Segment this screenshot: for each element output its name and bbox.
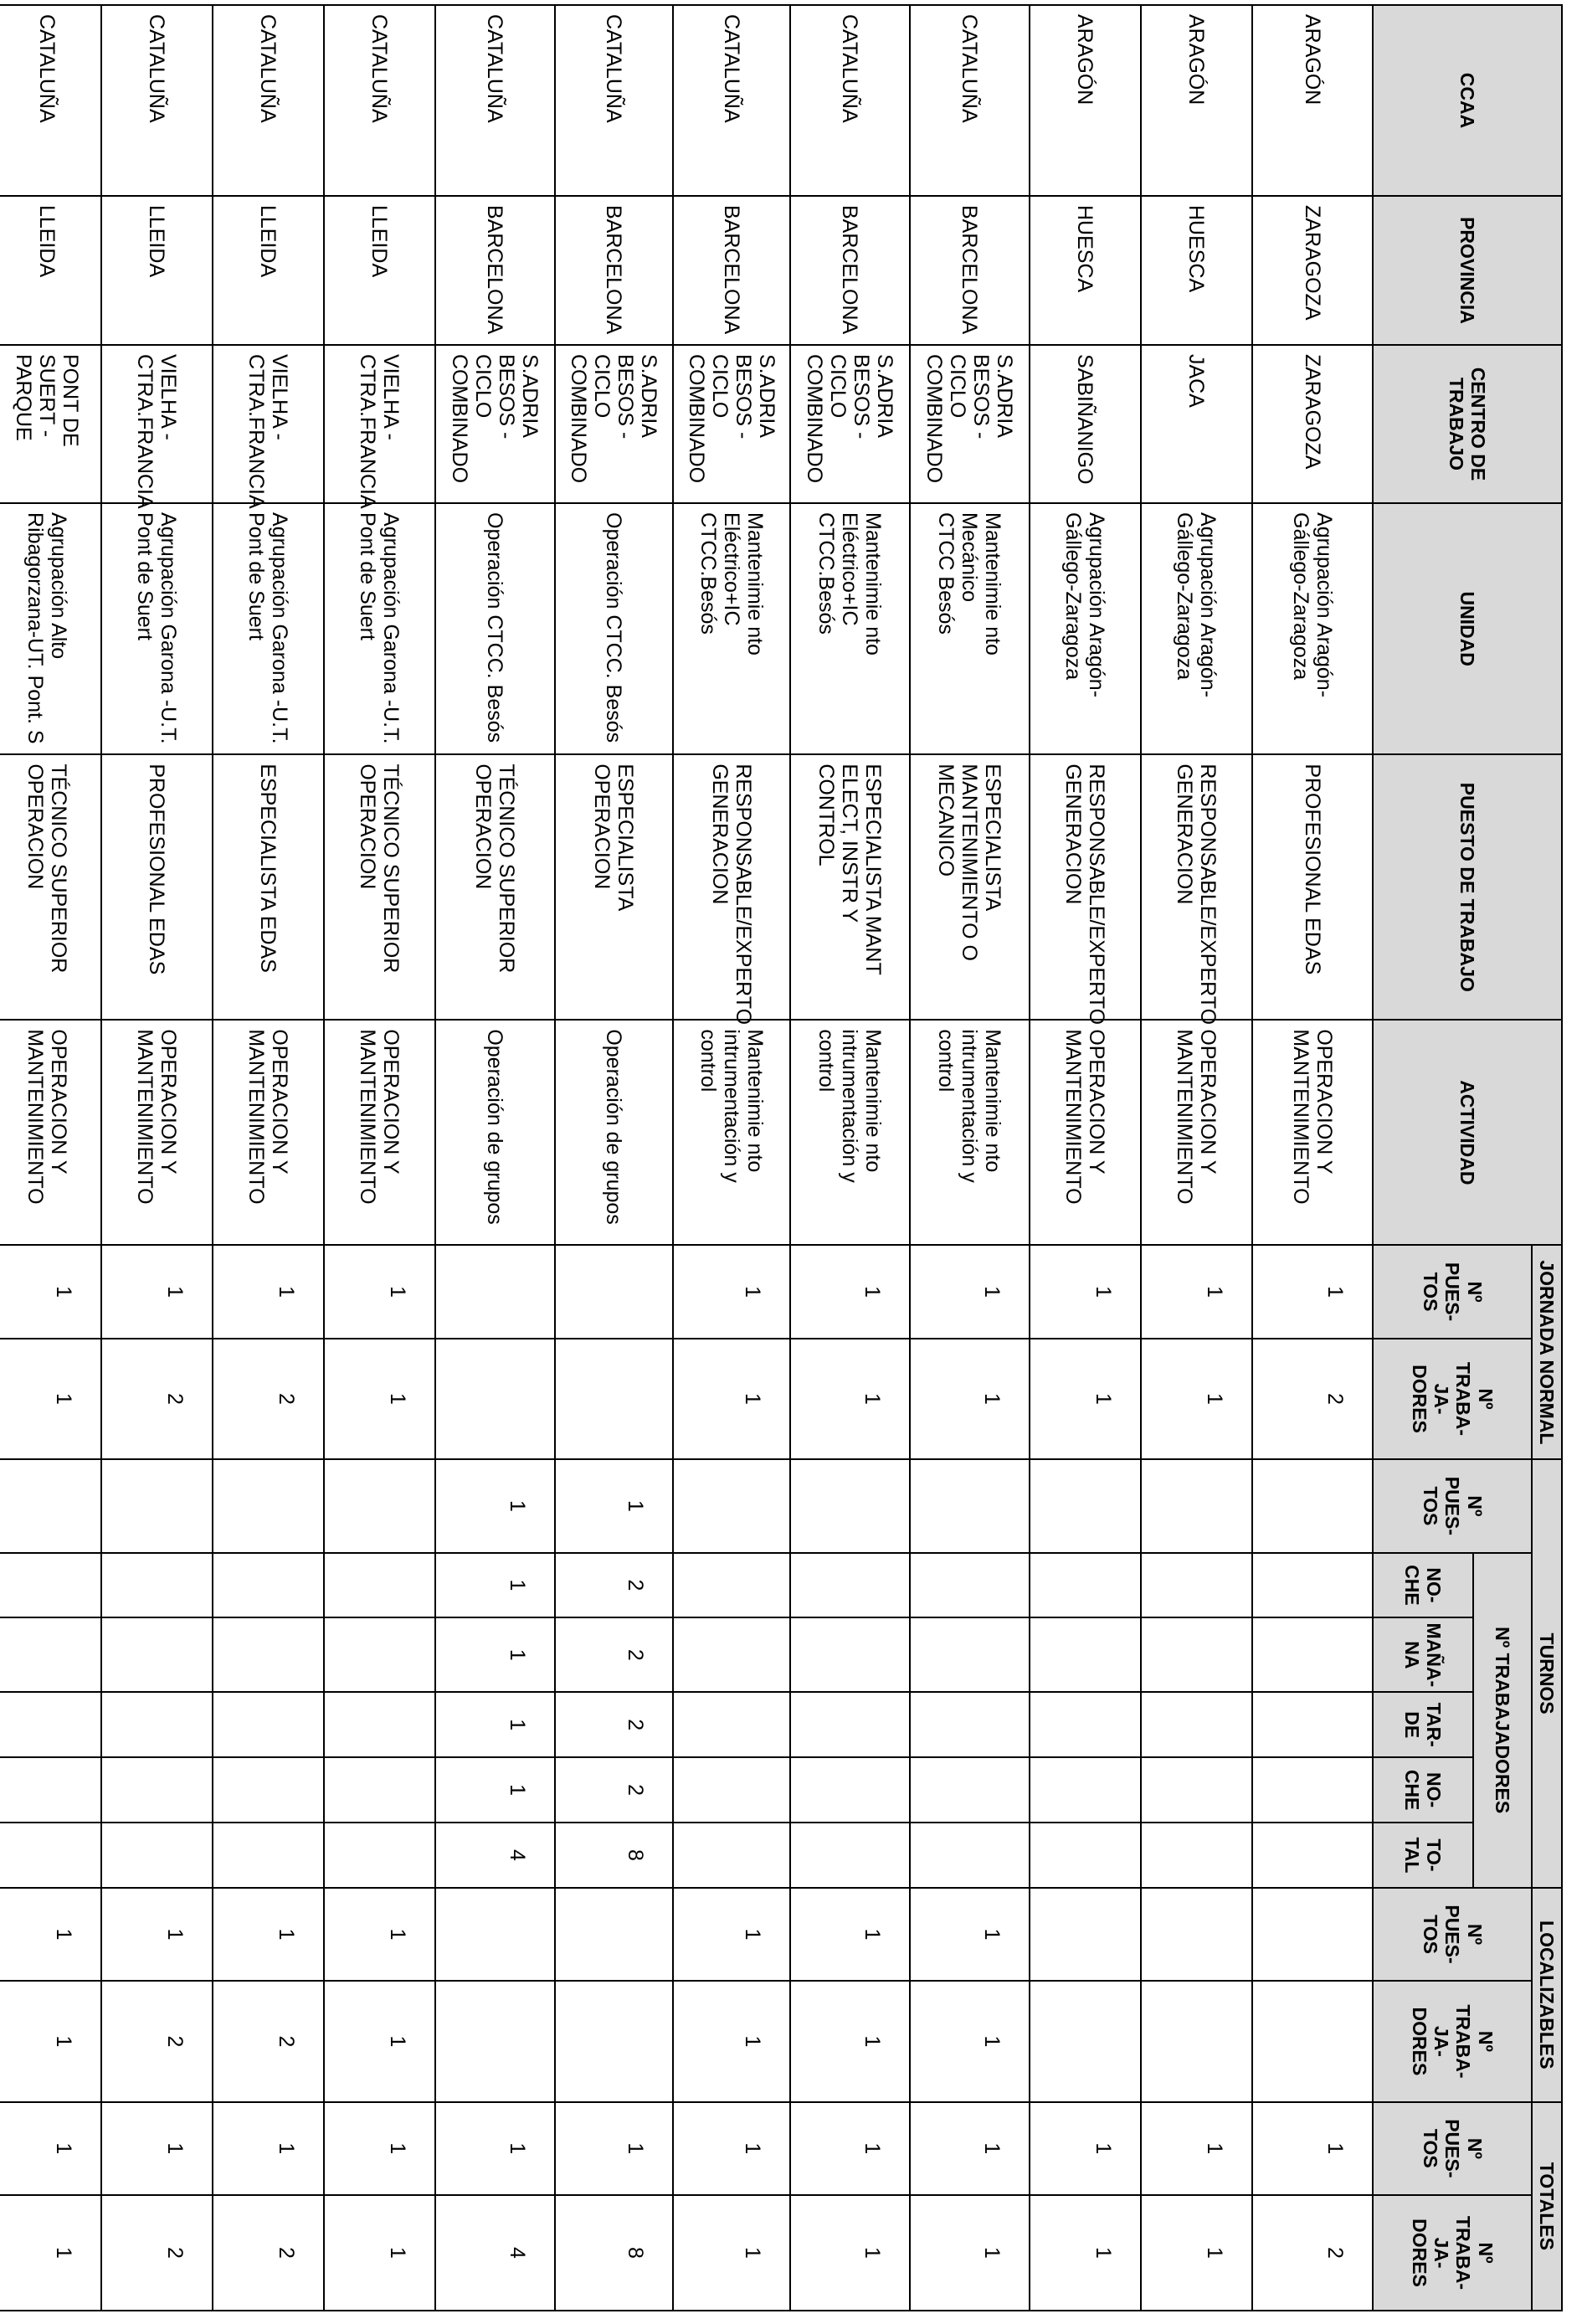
- cell-unidad: Agrupación Aragón- Gállego-Zaragoza: [1141, 503, 1252, 754]
- cell-t-noche: [790, 1553, 910, 1618]
- cell-centro: S.ADRIA BESOS - CICLO COMBINADO: [790, 345, 910, 503]
- cell-t-puestos: [213, 1459, 324, 1552]
- cell-actividad: Mantenimie nto intrumentación y control: [910, 1020, 1030, 1245]
- cell-t-manana: 2: [555, 1617, 673, 1692]
- cell-t-manana: [0, 1617, 101, 1692]
- cell-unidad: Agrupación Garona -U.T. Pont de Suert: [324, 503, 435, 754]
- cell-t-manana: [790, 1617, 910, 1692]
- cell-t-noche: 1: [435, 1553, 555, 1618]
- cell-tot-trab: 2: [213, 2195, 324, 2311]
- cell-t-tarde: [101, 1692, 213, 1757]
- cell-t-manana: [910, 1617, 1030, 1692]
- header-jn-puestos: Nº PUES- TOS: [1373, 1245, 1532, 1338]
- cell-jn-puestos: [435, 1245, 555, 1338]
- header-turnos-puestos: Nº PUES- TOS: [1373, 1459, 1532, 1552]
- cell-l-trab: [435, 1981, 555, 2102]
- cell-ccaa: CATALUÑA: [324, 5, 435, 196]
- cell-tot-trab: 1: [1030, 2195, 1141, 2311]
- cell-jn-puestos: [555, 1245, 673, 1338]
- cell-centro: SABIÑANIGO: [1030, 345, 1141, 503]
- cell-tot-puestos: 1: [910, 2102, 1030, 2195]
- cell-t-noche2: 1: [435, 1757, 555, 1823]
- cell-t-tarde: [910, 1692, 1030, 1757]
- cell-puesto: TÉCNICO SUPERIOR OPERACION: [0, 754, 101, 1020]
- cell-t-puestos: [324, 1459, 435, 1552]
- cell-ccaa: CATALUÑA: [435, 5, 555, 196]
- cell-tot-trab: 1: [910, 2195, 1030, 2311]
- cell-tot-puestos: 1: [1252, 2102, 1373, 2195]
- cell-t-tarde: [324, 1692, 435, 1757]
- cell-t-puestos: [1141, 1459, 1252, 1552]
- cell-ccaa: ARAGÓN: [1141, 5, 1252, 196]
- cell-unidad: Agrupación Garona -U.T. Pont de Suert: [213, 503, 324, 754]
- header-loc-puestos: Nº PUES- TOS: [1373, 1888, 1532, 1981]
- cell-provincia: LLEIDA: [213, 196, 324, 345]
- cell-ccaa: ARAGÓN: [1030, 5, 1141, 196]
- cell-jn-puestos: 1: [673, 1245, 790, 1338]
- cell-l-puestos: 1: [213, 1888, 324, 1981]
- cell-t-noche2: [673, 1757, 790, 1823]
- table-row: [673, 5, 790, 2311]
- header-centro: CENTRO DE TRABAJO: [1373, 345, 1562, 503]
- cell-tot-trab: 1: [0, 2195, 101, 2311]
- cell-jn-puestos: 1: [213, 1245, 324, 1338]
- cell-t-noche: [1252, 1553, 1373, 1618]
- cell-unidad: Agrupación Aragón- Gállego-Zaragoza: [1252, 503, 1373, 754]
- cell-jn-puestos: 1: [1141, 1245, 1252, 1338]
- cell-puesto: RESPONSABLE/EXPERTO GENERACION: [1030, 754, 1141, 1020]
- cell-provincia: HUESCA: [1030, 196, 1141, 345]
- cell-t-puestos: [101, 1459, 213, 1552]
- cell-t-manana: [324, 1617, 435, 1692]
- cell-l-puestos: [1141, 1888, 1252, 1981]
- cell-t-noche2: [324, 1757, 435, 1823]
- cell-t-total: [1252, 1823, 1373, 1888]
- cell-l-puestos: 1: [790, 1888, 910, 1981]
- cell-puesto: RESPONSABLE/EXPERTO GENERACION: [1141, 754, 1252, 1020]
- cell-t-manana: 1: [435, 1617, 555, 1692]
- cell-jn-puestos: 1: [1252, 1245, 1373, 1338]
- cell-l-trab: 1: [0, 1981, 101, 2102]
- cell-tot-trab: 2: [1252, 2195, 1373, 2311]
- cell-t-puestos: [673, 1459, 790, 1552]
- header-tot-trabajadores: Nº TRABA- JA- DORES: [1373, 2195, 1532, 2311]
- cell-puesto: TÉCNICO SUPERIOR OPERACION: [324, 754, 435, 1020]
- cell-t-puestos: [790, 1459, 910, 1552]
- cell-centro: VIELHA - CTRA.FRANCIA: [213, 345, 324, 503]
- cell-jn-trab: 1: [1141, 1339, 1252, 1460]
- cell-centro: VIELHA - CTRA.FRANCIA: [324, 345, 435, 503]
- cell-l-puestos: 1: [101, 1888, 213, 1981]
- cell-t-manana: [1141, 1617, 1252, 1692]
- cell-ccaa: CATALUÑA: [673, 5, 790, 196]
- cell-jn-trab: 1: [324, 1339, 435, 1460]
- cell-t-total: [790, 1823, 910, 1888]
- cell-provincia: BARCELONA: [673, 196, 790, 345]
- header-actividad: ACTIVIDAD: [1373, 1020, 1562, 1245]
- cell-t-total: 4: [435, 1823, 555, 1888]
- cell-jn-puestos: 1: [0, 1245, 101, 1338]
- cell-jn-trab: 1: [673, 1339, 790, 1460]
- cell-t-total: [101, 1823, 213, 1888]
- cell-t-manana: [1252, 1617, 1373, 1692]
- cell-tot-puestos: 1: [324, 2102, 435, 2195]
- cell-unidad: Agrupación Aragón- Gállego-Zaragoza: [1030, 503, 1141, 754]
- header-n-trabajadores: Nº TRABAJADORES: [1473, 1553, 1532, 1888]
- cell-t-tarde: [1141, 1692, 1252, 1757]
- cell-actividad: OPERACION Y MANTENIMIENTO: [213, 1020, 324, 1245]
- header-provincia: PROVINCIA: [1373, 196, 1562, 345]
- cell-jn-trab: [555, 1339, 673, 1460]
- header-jornada-normal: JORNADA NORMAL: [1532, 1245, 1562, 1459]
- cell-t-noche2: [790, 1757, 910, 1823]
- cell-provincia: LLEIDA: [101, 196, 213, 345]
- cell-puesto: PROFESIONAL EDAS: [1252, 754, 1373, 1020]
- cell-actividad: OPERACION Y MANTENIMIENTO: [324, 1020, 435, 1245]
- cell-unidad: Mantenimie nto Eléctrico+IC CTCC.Besós: [790, 503, 910, 754]
- cell-jn-trab: 1: [790, 1339, 910, 1460]
- cell-l-trab: 1: [324, 1981, 435, 2102]
- cell-t-noche2: [101, 1757, 213, 1823]
- cell-t-tarde: [213, 1692, 324, 1757]
- cell-jn-puestos: 1: [910, 1245, 1030, 1338]
- cell-t-tarde: [673, 1692, 790, 1757]
- cell-jn-trab: 1: [910, 1339, 1030, 1460]
- cell-l-trab: [1030, 1981, 1141, 2102]
- cell-tot-trab: 4: [435, 2195, 555, 2311]
- cell-t-puestos: [1252, 1459, 1373, 1552]
- cell-actividad: Mantenimie nto intrumentación y control: [673, 1020, 790, 1245]
- cell-t-noche: [324, 1553, 435, 1618]
- header-localizables: LOCALIZABLES: [1532, 1888, 1562, 2102]
- cell-jn-trab: 1: [0, 1339, 101, 1460]
- cell-tot-puestos: 1: [555, 2102, 673, 2195]
- cell-t-puestos: [0, 1459, 101, 1552]
- header-loc-trabajadores: Nº TRABA- JA- DORES: [1373, 1981, 1532, 2102]
- cell-jn-puestos: 1: [101, 1245, 213, 1338]
- cell-ccaa: CATALUÑA: [910, 5, 1030, 196]
- cell-tot-trab: 1: [673, 2195, 790, 2311]
- cell-actividad: OPERACION Y MANTENIMIENTO: [1252, 1020, 1373, 1245]
- cell-ccaa: CATALUÑA: [555, 5, 673, 196]
- header-turnos: TURNOS: [1532, 1459, 1562, 1888]
- cell-actividad: Operación de grupos: [555, 1020, 673, 1245]
- cell-t-noche: 2: [555, 1553, 673, 1618]
- cell-t-noche2: [1252, 1757, 1373, 1823]
- table-row: [101, 5, 213, 2311]
- cell-t-puestos: 1: [435, 1459, 555, 1552]
- table-row: [555, 5, 673, 2311]
- cell-t-puestos: [910, 1459, 1030, 1552]
- staffing-table: [0, 4, 1563, 2311]
- cell-t-puestos: [1030, 1459, 1141, 1552]
- cell-unidad: Mantenimie nto Eléctrico+IC CTCC.Besós: [673, 503, 790, 754]
- cell-provincia: LLEIDA: [0, 196, 101, 345]
- cell-provincia: HUESCA: [1141, 196, 1252, 345]
- cell-tot-trab: 1: [790, 2195, 910, 2311]
- cell-centro: S.ADRIA BESOS - CICLO COMBINADO: [435, 345, 555, 503]
- cell-tot-puestos: 1: [213, 2102, 324, 2195]
- cell-t-tarde: [790, 1692, 910, 1757]
- cell-l-puestos: 1: [324, 1888, 435, 1981]
- cell-ccaa: CATALUÑA: [0, 5, 101, 196]
- cell-unidad: Mantenimie nto Mecánico CTCC Besós: [910, 503, 1030, 754]
- cell-centro: S.ADRIA BESOS - CICLO COMBINADO: [910, 345, 1030, 503]
- cell-tot-puestos: 1: [1030, 2102, 1141, 2195]
- cell-centro: S.ADRIA BESOS - CICLO COMBINADO: [673, 345, 790, 503]
- cell-jn-trab: [435, 1339, 555, 1460]
- cell-t-noche2: [1030, 1757, 1141, 1823]
- cell-l-trab: 2: [101, 1981, 213, 2102]
- cell-l-trab: 1: [790, 1981, 910, 2102]
- header-jn-trabajadores: Nº TRABA- JA- DORES: [1373, 1339, 1532, 1460]
- cell-jn-trab: 2: [1252, 1339, 1373, 1460]
- cell-t-tarde: 2: [555, 1692, 673, 1757]
- cell-l-puestos: [435, 1888, 555, 1981]
- cell-t-noche: [1030, 1553, 1141, 1618]
- cell-puesto: PROFESIONAL EDAS: [101, 754, 213, 1020]
- cell-t-total: [1030, 1823, 1141, 1888]
- cell-t-manana: [1030, 1617, 1141, 1692]
- cell-l-trab: [1141, 1981, 1252, 2102]
- cell-t-total: [0, 1823, 101, 1888]
- cell-t-tarde: [0, 1692, 101, 1757]
- cell-t-tarde: [1252, 1692, 1373, 1757]
- rotated-table-container: [4, 4, 1563, 2311]
- cell-tot-trab: 1: [324, 2195, 435, 2311]
- cell-t-noche2: 2: [555, 1757, 673, 1823]
- cell-l-puestos: [555, 1888, 673, 1981]
- table-row: [0, 5, 101, 2311]
- cell-provincia: BARCELONA: [910, 196, 1030, 345]
- cell-ccaa: CATALUÑA: [213, 5, 324, 196]
- cell-actividad: Mantenimie nto intrumentación y control: [790, 1020, 910, 1245]
- cell-t-noche: [101, 1553, 213, 1618]
- cell-l-trab: 2: [213, 1981, 324, 2102]
- cell-puesto: ESPECIALISTA EDAS: [213, 754, 324, 1020]
- cell-t-tarde: [1030, 1692, 1141, 1757]
- cell-ccaa: ARAGÓN: [1252, 5, 1373, 196]
- cell-actividad: OPERACION Y MANTENIMIENTO: [1030, 1020, 1141, 1245]
- cell-puesto: TÉCNICO SUPERIOR OPERACION: [435, 754, 555, 1020]
- header-tot-puestos: Nº PUES- TOS: [1373, 2102, 1532, 2195]
- cell-tot-trab: 1: [1141, 2195, 1252, 2311]
- cell-l-puestos: 1: [0, 1888, 101, 1981]
- cell-unidad: Operación CTCC. Besós: [555, 503, 673, 754]
- cell-t-total: 8: [555, 1823, 673, 1888]
- cell-t-total: [324, 1823, 435, 1888]
- cell-t-noche2: [213, 1757, 324, 1823]
- cell-tot-puestos: 1: [790, 2102, 910, 2195]
- cell-l-puestos: [1030, 1888, 1141, 1981]
- table-row: [910, 5, 1030, 2311]
- cell-t-tarde: 1: [435, 1692, 555, 1757]
- cell-puesto: RESPONSABLE/EXPERTO GENERACION: [673, 754, 790, 1020]
- cell-tot-puestos: 1: [435, 2102, 555, 2195]
- cell-unidad: Operación CTCC. Besós: [435, 503, 555, 754]
- cell-t-noche: [0, 1553, 101, 1618]
- cell-t-puestos: 1: [555, 1459, 673, 1552]
- cell-l-puestos: 1: [673, 1888, 790, 1981]
- table-row: [435, 5, 555, 2311]
- header-tarde: TAR- DE: [1373, 1692, 1473, 1757]
- table-row: [213, 5, 324, 2311]
- cell-t-total: [1141, 1823, 1252, 1888]
- cell-tot-puestos: 1: [673, 2102, 790, 2195]
- header-noche-2: NO- CHE: [1373, 1757, 1473, 1823]
- cell-jn-trab: 2: [101, 1339, 213, 1460]
- header-ccaa: CCAA: [1373, 5, 1562, 196]
- cell-jn-puestos: 1: [324, 1245, 435, 1338]
- cell-jn-puestos: 1: [1030, 1245, 1141, 1338]
- cell-centro: VIELHA - CTRA.FRANCIA: [101, 345, 213, 503]
- cell-t-total: [213, 1823, 324, 1888]
- cell-t-total: [910, 1823, 1030, 1888]
- cell-provincia: BARCELONA: [435, 196, 555, 345]
- table-row: [1252, 5, 1373, 2311]
- cell-jn-trab: 1: [1030, 1339, 1141, 1460]
- header-unidad: UNIDAD: [1373, 503, 1562, 754]
- cell-centro: JACA: [1141, 345, 1252, 503]
- cell-actividad: Operación de grupos: [435, 1020, 555, 1245]
- cell-puesto: ESPECIALISTA OPERACION: [555, 754, 673, 1020]
- header-total: TO- TAL: [1373, 1823, 1473, 1888]
- cell-centro: S.ADRIA BESOS - CICLO COMBINADO: [555, 345, 673, 503]
- cell-unidad: Agrupación Alto Ribagorzana-UT. Pont. S: [0, 503, 101, 754]
- cell-tot-trab: 8: [555, 2195, 673, 2311]
- cell-puesto: ESPECIALISTA MANT ELECT, INSTR Y CONTROL: [790, 754, 910, 1020]
- cell-t-noche: [673, 1553, 790, 1618]
- cell-provincia: LLEIDA: [324, 196, 435, 345]
- header-totales: TOTALES: [1532, 2102, 1562, 2311]
- table-row: [1141, 5, 1252, 2311]
- table-row: [1030, 5, 1141, 2311]
- cell-ccaa: CATALUÑA: [101, 5, 213, 196]
- cell-centro: PONT DE SUERT - PARQUE: [0, 345, 101, 503]
- cell-t-noche: [213, 1553, 324, 1618]
- cell-actividad: OPERACION Y MANTENIMIENTO: [0, 1020, 101, 1245]
- cell-l-puestos: 1: [910, 1888, 1030, 1981]
- header-puesto: PUESTO DE TRABAJO: [1373, 754, 1562, 1020]
- cell-tot-trab: 2: [101, 2195, 213, 2311]
- cell-provincia: BARCELONA: [555, 196, 673, 345]
- cell-t-noche: [910, 1553, 1030, 1618]
- cell-t-total: [673, 1823, 790, 1888]
- cell-t-noche: [1141, 1553, 1252, 1618]
- cell-actividad: OPERACION Y MANTENIMIENTO: [1141, 1020, 1252, 1245]
- cell-t-noche2: [0, 1757, 101, 1823]
- cell-actividad: OPERACION Y MANTENIMIENTO: [101, 1020, 213, 1245]
- header-manana: MAÑA- NA: [1373, 1617, 1473, 1692]
- cell-puesto: ESPECIALISTA MANTENIMIENTO O MECANICO: [910, 754, 1030, 1020]
- header-noche: NO- CHE: [1373, 1553, 1473, 1618]
- cell-t-manana: [673, 1617, 790, 1692]
- cell-l-trab: [1252, 1981, 1373, 2102]
- cell-t-manana: [213, 1617, 324, 1692]
- cell-jn-trab: 2: [213, 1339, 324, 1460]
- cell-jn-puestos: 1: [790, 1245, 910, 1338]
- cell-unidad: Agrupación Garona -U.T. Pont de Suert: [101, 503, 213, 754]
- cell-centro: ZARAGOZA: [1252, 345, 1373, 503]
- cell-t-noche2: [1141, 1757, 1252, 1823]
- cell-l-trab: 1: [910, 1981, 1030, 2102]
- cell-tot-puestos: 1: [101, 2102, 213, 2195]
- cell-t-manana: [101, 1617, 213, 1692]
- cell-provincia: BARCELONA: [790, 196, 910, 345]
- cell-l-trab: 1: [673, 1981, 790, 2102]
- cell-l-trab: [555, 1981, 673, 2102]
- table-row: [324, 5, 435, 2311]
- cell-l-puestos: [1252, 1888, 1373, 1981]
- cell-provincia: ZARAGOZA: [1252, 196, 1373, 345]
- cell-ccaa: CATALUÑA: [790, 5, 910, 196]
- table-row: [790, 5, 910, 2311]
- cell-t-noche2: [910, 1757, 1030, 1823]
- cell-tot-puestos: 1: [0, 2102, 101, 2195]
- cell-tot-puestos: 1: [1141, 2102, 1252, 2195]
